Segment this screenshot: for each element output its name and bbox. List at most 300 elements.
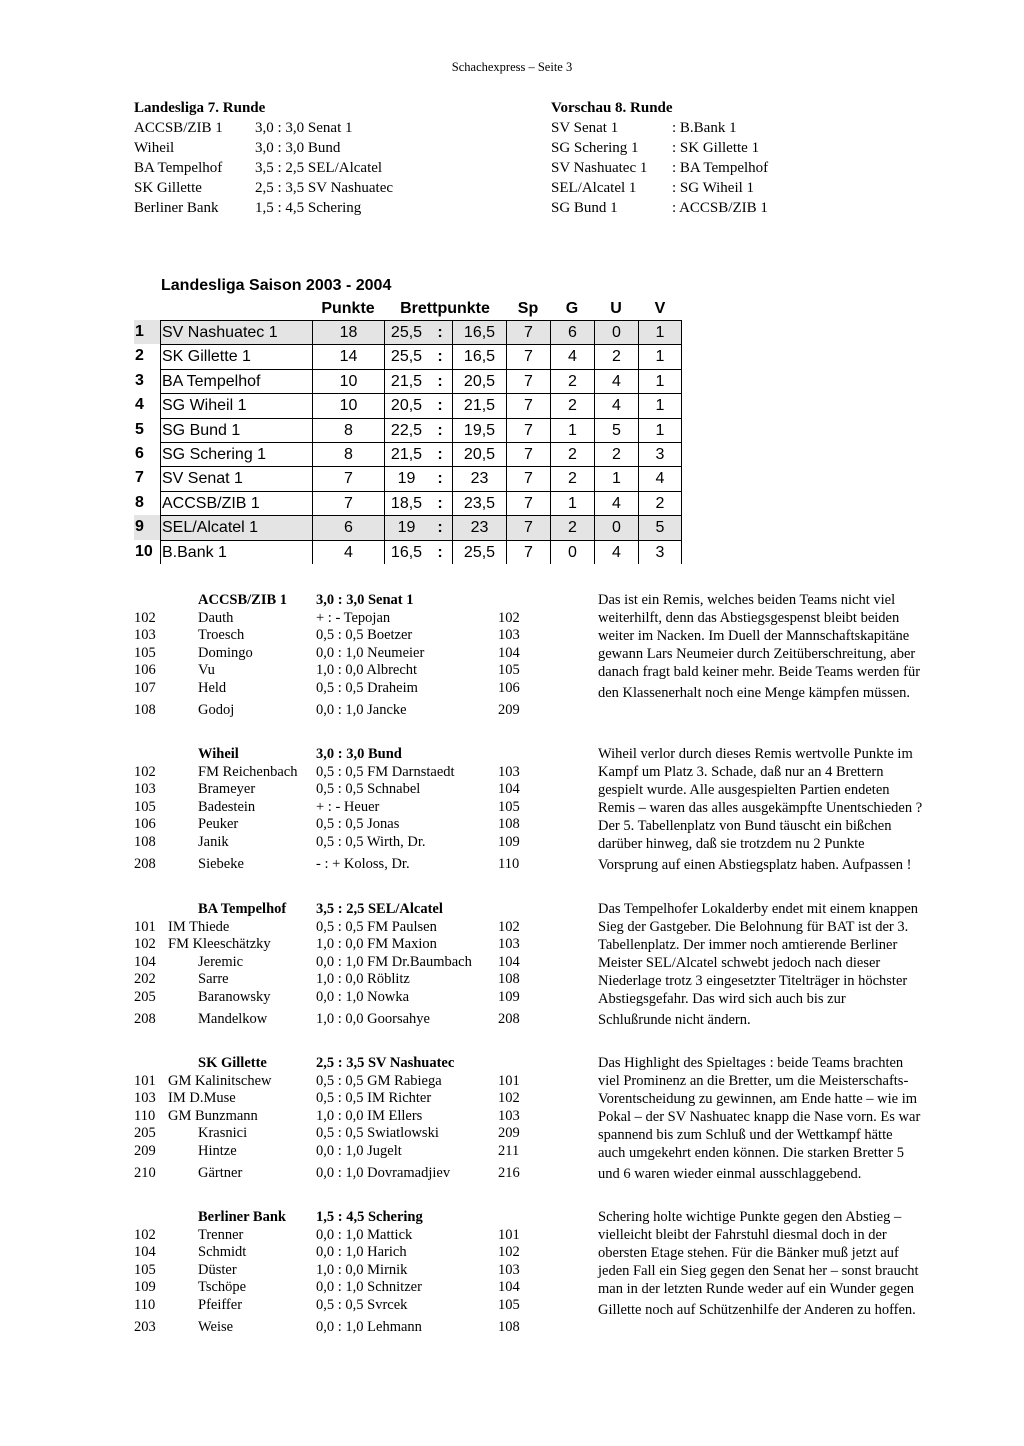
board-points-against-cell: 21,5 (452, 393, 506, 417)
away-player-number: 101 (498, 1072, 520, 1089)
home-player: FM Reichenbach (198, 763, 298, 780)
board-points-against-cell: 16,5 (452, 344, 506, 368)
commentary-line: Wiheil verlor durch dieses Remis wertvolle Punkte im (598, 746, 913, 762)
home-player-number: 202 (134, 971, 156, 987)
board-points-against-cell: 25,5 (452, 540, 506, 564)
games-cell: 7 (506, 393, 550, 417)
draws-cell: 4 (594, 540, 638, 564)
wins-cell: 2 (550, 393, 594, 417)
home-player: Godoj (198, 702, 235, 718)
header-g: G (565, 300, 579, 317)
home-player: Jeremic (198, 953, 244, 970)
wins-cell: 2 (550, 442, 594, 466)
board-points-for-cell: 22,5 (384, 418, 428, 442)
losses-cell: 1 (638, 320, 682, 344)
match-commentary (598, 746, 958, 875)
losses-cell: 1 (638, 418, 682, 442)
board-pairing (0, 1011, 560, 1029)
board-points-separator: : (428, 393, 452, 417)
commentary-line: Gillette noch auf Schützenhilfe der Anderen zu hoffen. (598, 1302, 916, 1318)
board-result: 0,5 : 0,5 Swiatlowski (316, 1125, 439, 1141)
losses-cell: 2 (638, 491, 682, 515)
board-result: 0,5 : 0,5 IM Richter (316, 1090, 432, 1106)
rank-cell: 5 (135, 420, 144, 438)
games-cell: 7 (506, 515, 550, 539)
team-cell: SV Nashuatec 1 (160, 320, 312, 344)
wins-cell: 0 (550, 540, 594, 564)
home-player: Troesch (198, 627, 245, 643)
board-pairing (0, 834, 560, 852)
away-player-number: 110 (498, 856, 520, 872)
standings-row (134, 540, 682, 564)
home-player-number: 108 (134, 702, 156, 718)
home-player: Düster (198, 1261, 237, 1278)
games-cell: 7 (506, 344, 550, 368)
home-player-number: 102 (134, 936, 156, 952)
team-cell: ACCSB/ZIB 1 (160, 491, 312, 515)
commentary-line: Abstiegsgefahr. Das wird sich auch bis zur (598, 991, 846, 1007)
home-player-number: 105 (134, 644, 156, 661)
round8-title: Vorschau 8. Runde (551, 100, 673, 116)
team-cell: SG Wiheil 1 (160, 393, 312, 417)
board-pairing (0, 680, 560, 698)
home-player-number: 205 (134, 988, 156, 1005)
home-player: IM D.Muse (168, 1090, 236, 1106)
team-cell: SK Gillette 1 (160, 344, 312, 368)
commentary-line: und 6 waren wieder einmal ausschlaggebend. (598, 1166, 862, 1182)
match-home-team: SK Gillette (198, 1055, 267, 1071)
home-player-number: 103 (134, 627, 156, 643)
board-pairing (0, 1262, 560, 1280)
page-header: Schachexpress – Seite 3 (451, 60, 573, 74)
board-pairing (0, 954, 560, 972)
team-cell: SEL/Alcatel 1 (160, 515, 312, 539)
draws-cell: 1 (594, 466, 638, 490)
round7-result: 3,0 : 3,0 Bund (255, 140, 341, 156)
points-cell: 18 (312, 320, 384, 344)
round7-home: ACCSB/ZIB 1 (134, 120, 223, 136)
rank-cell: 2 (135, 347, 144, 365)
team-cell: SV Senat 1 (160, 466, 312, 490)
commentary-line: Der 5. Tabellenplatz von Bund täuscht ein bißchen (598, 818, 892, 834)
home-player-number: 105 (134, 798, 156, 815)
header-v: V (654, 300, 666, 317)
commentary-line: gewann Lars Neumeier durch Zeitüberschreitung, aber (598, 646, 916, 662)
standings-row (134, 320, 682, 344)
preview-away: : SK Gillette 1 (672, 140, 760, 156)
header-u: U (610, 300, 622, 317)
board-pairing (0, 781, 560, 799)
home-player-number: 109 (134, 1279, 156, 1295)
home-player-number: 106 (134, 662, 156, 678)
board-result: 0,0 : 1,0 Mattick (316, 1226, 413, 1243)
standings-row (134, 515, 682, 539)
home-player-number: 209 (134, 1142, 156, 1159)
commentary-line: obersten Etage stehen. Für die Bänker muß jetzt auf (598, 1245, 899, 1261)
rank-cell: 1 (134, 320, 160, 344)
board-points-against-cell: 20,5 (452, 442, 506, 466)
commentary-line: Schering holte wichtige Punkte gegen den Abstieg – (598, 1209, 902, 1225)
games-cell: 7 (506, 466, 550, 490)
board-result: 0,5 : 0,5 Svrcek (316, 1296, 408, 1313)
board-result: 0,0 : 1,0 Jugelt (316, 1142, 402, 1159)
away-player-number: 101 (498, 1226, 520, 1243)
board-points-against-cell: 23,5 (452, 491, 506, 515)
board-pairing (0, 1108, 560, 1126)
board-pairing (0, 1319, 560, 1337)
board-result: 0,5 : 0,5 Boetzer (316, 627, 413, 643)
away-player-number: 103 (498, 763, 520, 780)
away-player-number: 102 (498, 1244, 520, 1260)
home-player: Hintze (198, 1142, 237, 1159)
home-player: Krasnici (198, 1125, 248, 1141)
home-player-number: 103 (134, 1090, 156, 1106)
board-points-separator: : (428, 418, 452, 442)
round7-home: Wiheil (134, 140, 175, 156)
match-home-team: BA Tempelhof (198, 901, 287, 917)
board-result: + : - Tepojan (316, 609, 391, 626)
match-score: 3,5 : 2,5 SEL/Alcatel (316, 901, 443, 917)
board-pairing (0, 1297, 560, 1315)
board-pairing (0, 1165, 560, 1183)
away-player-number: 105 (498, 662, 520, 678)
draws-cell: 0 (594, 515, 638, 539)
board-points-for-cell: 20,5 (384, 393, 428, 417)
rank-cell: 7 (135, 469, 144, 487)
wins-cell: 1 (550, 491, 594, 515)
board-result: 0,5 : 0,5 Wirth, Dr. (316, 833, 426, 850)
away-player-number: 109 (498, 988, 520, 1005)
commentary-line: auch umgekehrt enden können. Die starken Bretter 5 (598, 1145, 905, 1161)
points-cell: 10 (312, 369, 384, 393)
round7-row (134, 158, 383, 178)
board-pairing (0, 936, 560, 954)
board-points-separator: : (428, 540, 452, 564)
board-result: 0,0 : 1,0 Lehmann (316, 1319, 422, 1335)
away-player-number: 216 (498, 1165, 520, 1181)
commentary-line: weiterhilft, denn das Abstiegsgespenst bleibt beiden (598, 610, 900, 626)
commentary-line: Pokal – der SV Nashuatec knapp die Nase vorn. Es war (598, 1109, 921, 1125)
standings-title: Landesliga Saison 2003 - 2004 (161, 277, 392, 294)
board-points-separator: : (428, 320, 452, 344)
board-result: + : - Heuer (316, 798, 380, 815)
board-points-against-cell: 16,5 (452, 320, 506, 344)
commentary-line: spannend bis zum Schluß und der Wettkampf hätte (598, 1127, 893, 1143)
preview-home: SV Senat 1 (551, 120, 619, 136)
home-player: Vu (198, 662, 215, 678)
board-result: 0,5 : 0,5 Draheim (316, 679, 418, 696)
points-cell: 4 (312, 540, 384, 564)
home-player: IM Thiede (168, 918, 230, 935)
board-result: 0,5 : 0,5 GM Rabiega (316, 1072, 442, 1089)
round7-result: 3,5 : 2,5 SEL/Alcatel (255, 160, 383, 176)
preview-row (551, 198, 768, 218)
board-result: 0,0 : 1,0 Schnitzer (316, 1279, 422, 1295)
rank-cell: 4 (135, 396, 144, 414)
board-result: 1,0 : 0,0 Röblitz (316, 971, 410, 987)
header-brettpunkte: Brettpunkte (400, 300, 490, 317)
home-player: GM Kalinitschew (168, 1072, 272, 1089)
commentary-line: man in der letzten Runde weder auf ein Wunder gegen (598, 1281, 915, 1297)
losses-cell: 4 (638, 466, 682, 490)
board-points-for-cell: 16,5 (384, 540, 428, 564)
points-cell: 10 (312, 393, 384, 417)
board-result: 0,0 : 1,0 Dovramadjiev (316, 1165, 451, 1181)
home-player: Badestein (198, 798, 256, 815)
points-cell: 8 (312, 442, 384, 466)
points-cell: 7 (312, 491, 384, 515)
match-home-team: Berliner Bank (198, 1209, 286, 1225)
away-player-number: 102 (498, 918, 520, 935)
board-result: 0,0 : 1,0 Nowka (316, 988, 410, 1005)
losses-cell: 5 (638, 515, 682, 539)
board-pairing (0, 662, 560, 680)
points-cell: 8 (312, 418, 384, 442)
commentary-line: Sieg der Gastgeber. Die Belohnung für BAT ist der 3. (598, 919, 909, 935)
round7-row (134, 178, 394, 198)
wins-cell: 2 (550, 466, 594, 490)
round7-home: SK Gillette (134, 180, 202, 196)
standings-row (134, 369, 682, 393)
match-home-team: Wiheil (198, 746, 239, 762)
board-pairing (0, 1279, 560, 1297)
board-pairing (0, 627, 560, 645)
match-commentary (598, 1055, 958, 1184)
team-cell: B.Bank 1 (160, 540, 312, 564)
draws-cell: 2 (594, 442, 638, 466)
round7-row (134, 118, 353, 138)
board-result: 0,0 : 1,0 Neumeier (316, 644, 425, 661)
home-player-number: 208 (134, 1011, 156, 1027)
home-player: Dauth (198, 609, 234, 626)
board-points-for-cell: 21,5 (384, 442, 428, 466)
losses-cell: 1 (638, 393, 682, 417)
match-commentary (598, 592, 958, 703)
board-pairing (0, 816, 560, 834)
preview-row (551, 138, 760, 158)
board-points-for-cell: 19 (384, 515, 428, 539)
home-player: Mandelkow (198, 1011, 268, 1027)
board-pairing (0, 645, 560, 663)
board-pairing (0, 1125, 560, 1143)
match-score: 3,0 : 3,0 Senat 1 (316, 592, 414, 608)
board-result: 1,0 : 0,0 Goorsahye (316, 1011, 430, 1027)
away-player-number: 104 (498, 1279, 520, 1295)
commentary-line: gespielt wurde. Alle ausgespielten Partien endeten (598, 782, 890, 798)
standings-row (134, 466, 682, 490)
preview-home: SV Nashuatec 1 (551, 160, 648, 176)
commentary-line: jeden Fall ein Sieg gegen den Senat her – sonst braucht (598, 1263, 919, 1279)
commentary-line: darüber hinweg, daß sie trotzdem nu 2 Punkte (598, 836, 865, 852)
preview-row (551, 158, 769, 178)
losses-cell: 3 (638, 540, 682, 564)
away-player-number: 103 (498, 936, 520, 952)
board-result: - : + Koloss, Dr. (316, 856, 410, 872)
home-player-number: 105 (134, 1261, 156, 1278)
home-player-number: 102 (134, 763, 156, 780)
away-player-number: 104 (498, 644, 520, 661)
commentary-line: Vorsprung auf einen Abstiegsplatz haben. Aufpassen ! (598, 857, 912, 873)
away-player-number: 105 (498, 798, 520, 815)
home-player: Schmidt (198, 1244, 247, 1260)
preview-away: : BA Tempelhof (672, 160, 769, 176)
round7-result: 3,0 : 3,0 Senat 1 (255, 120, 353, 136)
home-player-number: 104 (134, 953, 156, 970)
away-player-number: 108 (498, 1319, 520, 1335)
home-player-number: 110 (134, 1296, 156, 1313)
header-sp: Sp (517, 300, 539, 317)
wins-cell: 2 (550, 515, 594, 539)
match-home-team: ACCSB/ZIB 1 (198, 592, 288, 608)
commentary-line: Das Tempelhofer Lokalderby endet mit einem knappen (598, 901, 919, 917)
match-score: 3,0 : 3,0 Bund (316, 746, 402, 762)
match-commentary (598, 1209, 958, 1320)
away-player-number: 211 (498, 1142, 520, 1159)
board-result: 1,0 : 0,0 IM Ellers (316, 1107, 423, 1124)
games-cell: 7 (506, 369, 550, 393)
draws-cell: 5 (594, 418, 638, 442)
home-player-number: 102 (134, 609, 156, 626)
away-player-number: 209 (498, 702, 520, 718)
team-cell: SG Schering 1 (160, 442, 312, 466)
board-points-against-cell: 23 (452, 515, 506, 539)
away-player-number: 103 (498, 627, 520, 643)
board-points-for-cell: 25,5 (384, 320, 428, 344)
standings-row (134, 393, 682, 417)
preview-away: : ACCSB/ZIB 1 (672, 200, 768, 216)
commentary-line: Niederlage trotz 3 eingesetzter Titelträger in höchster (598, 973, 908, 989)
board-pairing (0, 1090, 560, 1108)
commentary-line: danach fragt bald keiner mehr. Beide Teams werden für (598, 664, 921, 680)
board-pairing (0, 1143, 560, 1161)
match-score: 2,5 : 3,5 SV Nashuatec (316, 1055, 455, 1071)
home-player: Domingo (198, 644, 253, 661)
standings-row (134, 418, 682, 442)
standings-row (134, 344, 682, 368)
home-player: Held (198, 679, 227, 696)
draws-cell: 2 (594, 344, 638, 368)
header-punkte: Punkte (321, 300, 375, 317)
board-result: 1,0 : 0,0 Mirnik (316, 1261, 408, 1278)
board-pairing (0, 856, 560, 874)
board-pairing (0, 610, 560, 628)
board-points-against-cell: 20,5 (452, 369, 506, 393)
preview-away: : B.Bank 1 (672, 120, 737, 136)
commentary-line: viel Prominenz an die Bretter, um die Meisterschafts- (598, 1073, 909, 1089)
rank-cell: 8 (135, 493, 144, 511)
home-player-number: 108 (134, 833, 156, 850)
losses-cell: 1 (638, 369, 682, 393)
board-pairing (0, 702, 560, 720)
board-pairing (0, 799, 560, 817)
preview-home: SG Bund 1 (551, 200, 618, 216)
games-cell: 7 (506, 491, 550, 515)
preview-home: SG Schering 1 (551, 140, 639, 156)
home-player-number: 203 (134, 1319, 156, 1335)
away-player-number: 103 (498, 1261, 520, 1278)
board-result: 0,5 : 0,5 FM Paulsen (316, 918, 437, 935)
commentary-line: den Klassenerhalt noch eine Menge kämpfen müssen. (598, 685, 911, 701)
away-player-number: 102 (498, 609, 520, 626)
board-pairing (0, 1244, 560, 1262)
board-result: 1,0 : 0,0 Albrecht (316, 662, 418, 678)
commentary-line: Remis – waren das alles ausgekämpfte Unentschieden ? (598, 800, 923, 816)
draws-cell: 4 (594, 393, 638, 417)
home-player-number: 205 (134, 1125, 156, 1141)
points-cell: 7 (312, 466, 384, 490)
away-player-number: 108 (498, 816, 520, 832)
points-cell: 6 (312, 515, 384, 539)
away-player-number: 103 (498, 1107, 520, 1124)
games-cell: 7 (506, 442, 550, 466)
commentary-line: Das Highlight des Spieltages : beide Teams brachten (598, 1055, 904, 1071)
match-commentary (598, 901, 958, 1030)
match-score: 1,5 : 4,5 Schering (316, 1209, 423, 1225)
games-cell: 7 (506, 320, 550, 344)
commentary-line: Schlußrunde nicht ändern. (598, 1012, 751, 1028)
board-pairing (0, 989, 560, 1007)
board-result: 1,0 : 0,0 FM Maxion (316, 936, 437, 952)
board-result: 0,0 : 1,0 Harich (316, 1244, 407, 1260)
commentary-line: weiter im Nacken. Im Duell der Mannschaftskapitäne (598, 628, 910, 644)
board-points-for-cell: 25,5 (384, 344, 428, 368)
team-cell: BA Tempelhof (160, 369, 312, 393)
home-player: GM Bunzmann (168, 1107, 258, 1124)
home-player: Siebeke (198, 856, 244, 872)
away-player-number: 104 (498, 953, 520, 970)
home-player: Janik (198, 833, 229, 850)
home-player: Gärtner (198, 1165, 243, 1181)
round7-result: 2,5 : 3,5 SV Nashuatec (255, 180, 394, 196)
commentary-line: Meister SEL/Alcatel schwebt jedoch nach dieser (598, 955, 881, 971)
round7-home: BA Tempelhof (134, 160, 223, 176)
board-points-against-cell: 23 (452, 466, 506, 490)
board-points-for-cell: 18,5 (384, 491, 428, 515)
away-player-number: 102 (498, 1090, 520, 1106)
home-player-number: 103 (134, 781, 156, 797)
board-points-separator: : (428, 466, 452, 490)
round7-result: 1,5 : 4,5 Schering (255, 200, 362, 216)
standings-row (134, 491, 682, 515)
round7-results (134, 98, 394, 218)
board-points-separator: : (428, 369, 452, 393)
home-player: Weise (198, 1319, 234, 1335)
rank-cell: 3 (135, 371, 144, 389)
home-player: Tschöpe (198, 1279, 247, 1295)
home-player-number: 208 (134, 856, 156, 872)
round7-row (134, 198, 362, 218)
home-player-number: 107 (134, 679, 156, 696)
away-player-number: 108 (498, 971, 520, 987)
preview-row (551, 178, 755, 198)
losses-cell: 3 (638, 442, 682, 466)
standings-row (134, 442, 682, 466)
board-pairing (0, 764, 560, 782)
home-player-number: 106 (134, 816, 156, 832)
round7-home: Berliner Bank (134, 200, 219, 216)
draws-cell: 4 (594, 491, 638, 515)
commentary-line: Kampf um Platz 3. Schade, daß nur an 4 Brettern (598, 764, 884, 780)
home-player-number: 101 (134, 1072, 156, 1089)
away-player-number: 105 (498, 1296, 520, 1313)
board-points-separator: : (428, 491, 452, 515)
home-player: FM Kleeschätzky (168, 936, 271, 952)
board-pairing (0, 971, 560, 989)
commentary-line: Tabellenplatz. Der immer noch amtierende Berliner (598, 937, 898, 953)
home-player: Peuker (198, 816, 239, 832)
away-player-number: 209 (498, 1125, 520, 1141)
board-points-separator: : (428, 515, 452, 539)
